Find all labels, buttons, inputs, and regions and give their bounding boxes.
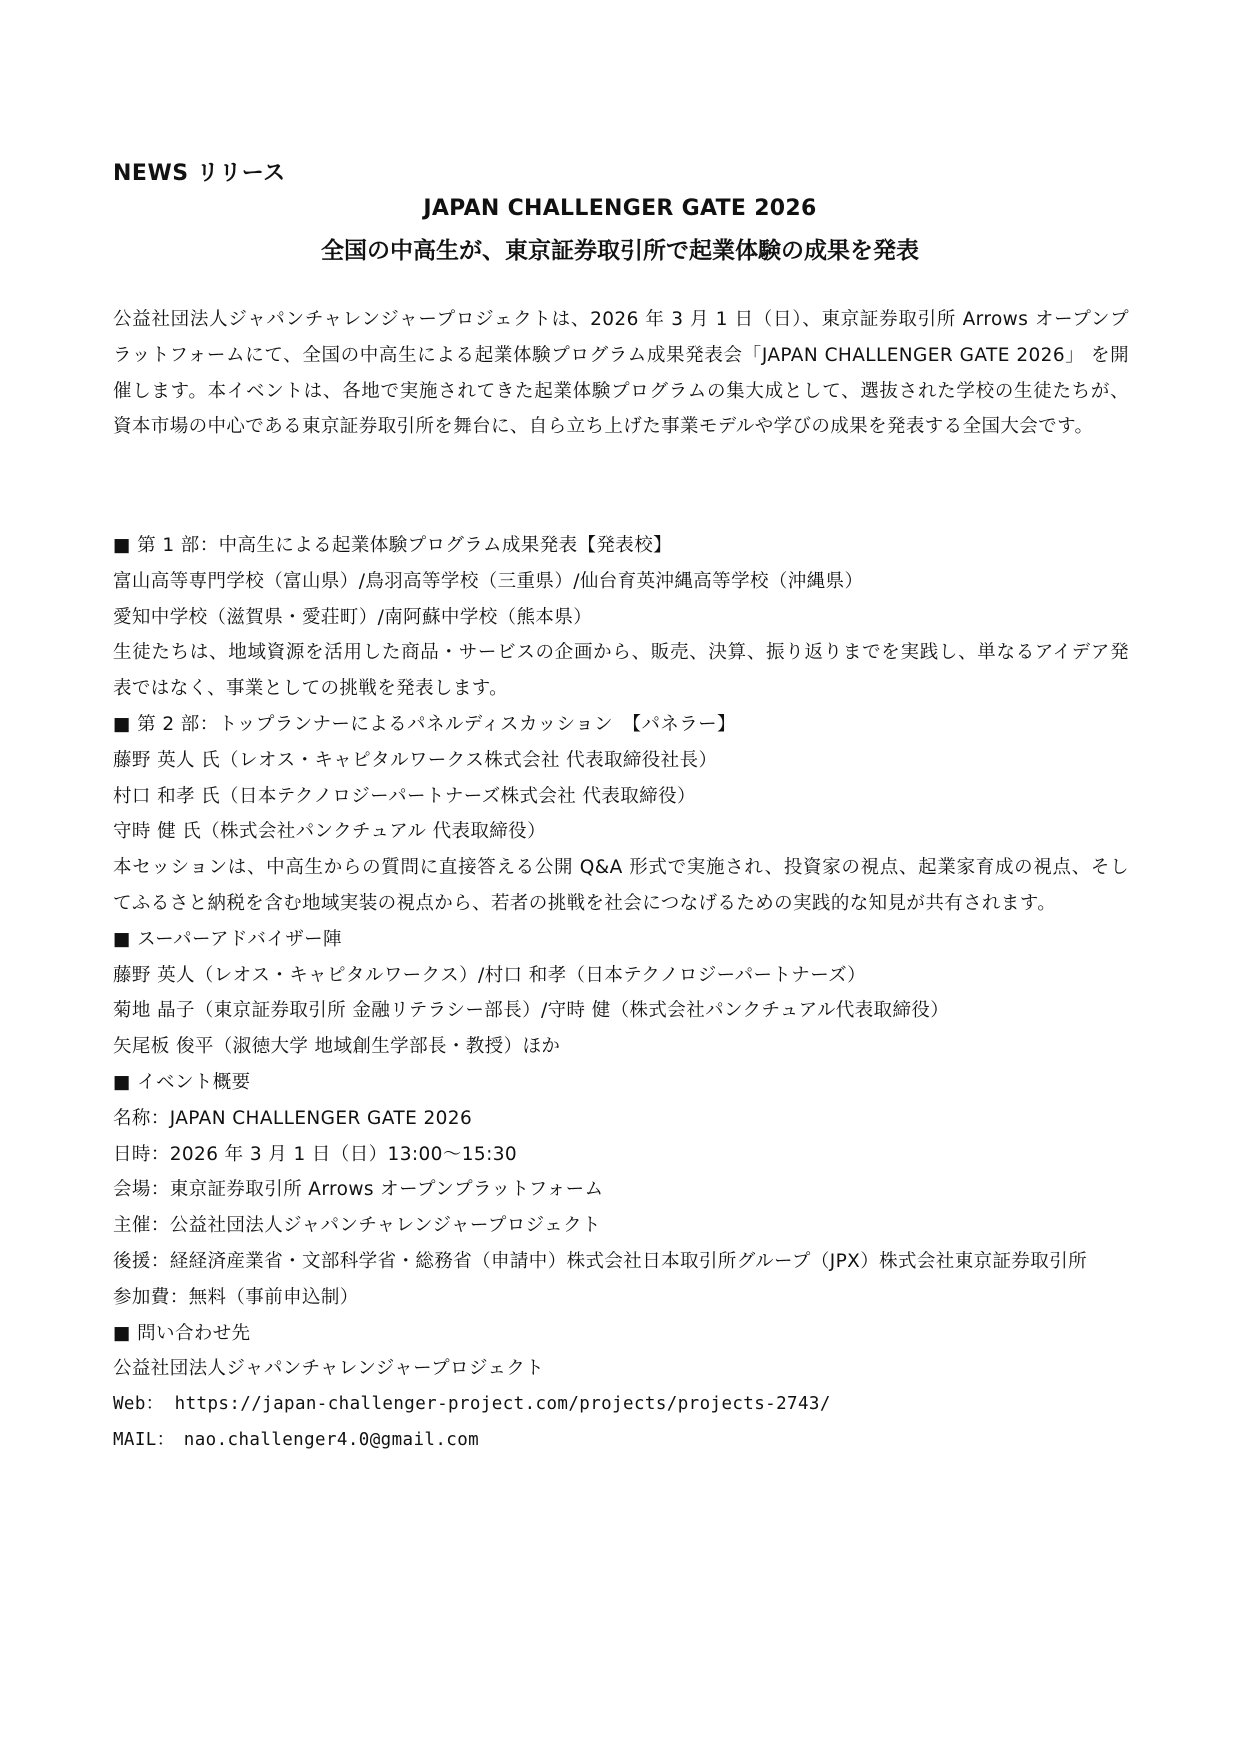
part1-schools-line-1: 富山高等専門学校（富山県）/鳥羽高等学校（三重県）/仙台育英沖縄高等学校（沖縄県） (113, 570, 864, 592)
overview-name: 名称：JAPAN CHALLENGER GATE 2026 (113, 1107, 473, 1129)
advisors-line-3: 矢尾板 俊平（淑徳大学 地域創生学部長・教授）ほか (113, 1036, 561, 1058)
advisors-heading: ■ スーパーアドバイザー陣 (113, 928, 342, 950)
part2-description: 本セッションは、中高生からの質問に直接答える公開 Q&A 形式で実施され、投資家の視点、起業家育成の視点、そしてふるさと納税を含む地域実装の視点から、若者の挑戦を社会につなげるための実践的な知見が共有されます。 (113, 857, 1129, 914)
contact-mail-link[interactable]: MAIL： nao.challenger4.0@gmail.com (113, 1429, 480, 1450)
event-title: JAPAN CHALLENGER GATE 2026 (423, 196, 817, 221)
advisors-line-2: 菊地 晶子（東京証券取引所 金融リテラシー部長）/守時 健（株式会社パンクチュアル代表取締役） (113, 1000, 950, 1022)
overview-organizer: 主催：公益社団法人ジャパンチャレンジャープロジェクト (113, 1215, 601, 1237)
part2-heading: ■ 第 2 部：トップランナーによるパネルディスカッション 【パネラー】 (113, 713, 736, 735)
part1-schools-line-2: 愛知中学校（滋賀県・愛荘町）/南阿蘇中学校（熊本県） (113, 606, 593, 628)
document-body (113, 528, 1129, 1459)
overview-support: 後援：経経済産業省・文部科学省・総務省（申請中）株式会社日本取引所グループ（JPX）株式会社東京証券取引所 (113, 1250, 1088, 1272)
intro-paragraph: 公益社団法人ジャパンチャレンジャープロジェクトは、2026 年 3 月 1 日（日）、東京証券取引所 Arrows オープンプラットフォームにて、全国の中高生による起業体験プログラム成果発表会「JAPAN CHALLENGER GATE 2026」 を開催します。本イベントは、各地で実施されてきた起業体験プログラムの集大成として、選抜された学校の生徒たちが、資本市場の中心である東京証券取引所を舞台に、自ら立ち上げた事業モデルや学びの成果を発表する全国大会です。 (113, 309, 1129, 438)
contact-web-link[interactable]: Web： https://japan-challenger-project.com/projects/projects-2743/ (113, 1394, 831, 1415)
news-release-label: NEWS リリース (113, 161, 286, 186)
overview-heading: ■ イベント概要 (113, 1071, 251, 1093)
contact-heading: ■ 問い合わせ先 (113, 1322, 251, 1344)
panelist-1: 藤野 英人 氏（レオス・キャピタルワークス株式会社 代表取締役社長） (113, 749, 718, 771)
panelist-3: 守時 健 氏（株式会社パンクチュアル 代表取締役） (113, 821, 546, 843)
advisors-line-1: 藤野 英人（レオス・キャピタルワークス）/村口 和孝（日本テクノロジーパートナーズ） (113, 964, 866, 986)
overview-venue: 会場：東京証券取引所 Arrows オープンプラットフォーム (113, 1179, 604, 1201)
contact-org: 公益社団法人ジャパンチャレンジャープロジェクト (113, 1358, 545, 1380)
overview-fee: 参加費：無料（事前申込制） (113, 1286, 359, 1308)
event-subtitle: 全国の中高生が、東京証券取引所で起業体験の成果を発表 (321, 238, 919, 264)
panelist-2: 村口 和孝 氏（日本テクノロジーパートナーズ株式会社 代表取締役） (113, 785, 696, 807)
overview-datetime: 日時：2026 年 3 月 1 日（日）13:00～15:30 (113, 1143, 518, 1165)
part1-heading: ■ 第 1 部：中高生による起業体験プログラム成果発表【発表校】 (113, 535, 673, 556)
part1-description: 生徒たちは、地域資源を活用した商品・サービスの企画から、販売、決算、振り返りまでを実践し、単なるアイデア発表ではなく、事業としての挑戦を発表します。 (113, 642, 1129, 700)
